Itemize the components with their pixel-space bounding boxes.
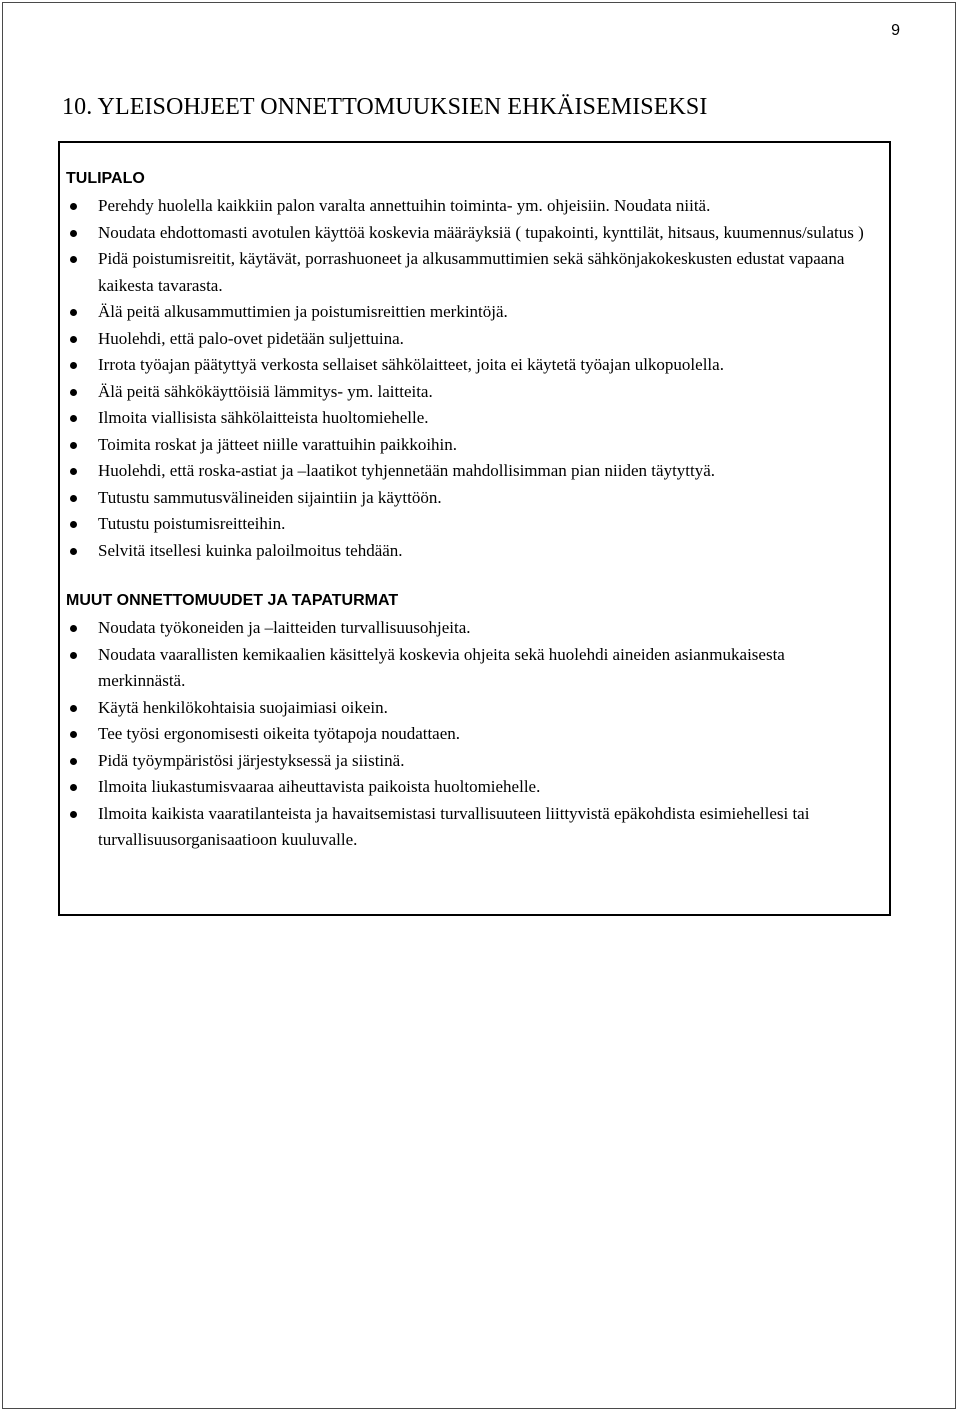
list-item: Älä peitä alkusammuttimien ja poistumisreittien merkintöjä. — [66, 299, 875, 326]
list-item: Noudata vaarallisten kemikaalien käsittelyä koskevia ohjeita sekä huolehdi aineiden asianmukaisesta merkinnästä. — [66, 642, 875, 695]
list-item: Huolehdi, että roska-astiat ja –laatikot tyhjennetään mahdollisimman pian niiden täytyttyä. — [66, 458, 875, 485]
list-item: Pidä poistumisreitit, käytävät, porrashuoneet ja alkusammuttimien sekä sähkönjakokeskusten edustat vapaana kaikesta tavarasta. — [66, 246, 875, 299]
list-item: Tutustu sammutusvälineiden sijaintiin ja käyttöön. — [66, 485, 875, 512]
list-item: Ilmoita liukastumisvaaraa aiheuttavista paikoista huoltomiehelle. — [66, 774, 875, 801]
list-item: Selvitä itsellesi kuinka paloilmoitus tehdään. — [66, 538, 875, 565]
list-item: Käytä henkilökohtaisia suojaimiasi oikein. — [66, 695, 875, 722]
list-item: Perehdy huolella kaikkiin palon varalta annettuihin toiminta- ym. ohjeisiin. Noudata niitä. — [66, 193, 875, 220]
list-item: Toimita roskat ja jätteet niille varattuihin paikkoihin. — [66, 432, 875, 459]
accident-instructions-list — [66, 615, 875, 854]
list-item: Ilmoita kaikista vaaratilanteista ja havaitsemistasi turvallisuuteen liittyvistä epäkohdista esimiehellesi tai turvallisuusorganisaatioon kuuluvalle. — [66, 801, 875, 854]
list-item: Tee työsi ergonomisesti oikeita työtapoja noudattaen. — [66, 721, 875, 748]
section-heading-fire: TULIPALO — [66, 170, 145, 187]
list-item: Noudata ehdottomasti avotulen käyttöä koskevia määräyksiä ( tupakointi, kynttilät, hitsaus, kuumennus/sulatus ) — [66, 220, 875, 247]
list-item: Irrota työajan päätyttyä verkosta sellaiset sähkölaitteet, joita ei käytetä työajan ulkopuolella. — [66, 352, 875, 379]
section-heading-other-accidents: MUUT ONNETTOMUUDET JA TAPATURMAT — [66, 592, 399, 609]
list-item: Noudata työkoneiden ja –laitteiden turvallisuusohjeita. — [66, 615, 875, 642]
page-number: 9 — [891, 22, 900, 39]
list-item: Pidä työympäristösi järjestyksessä ja siistinä. — [66, 748, 875, 775]
list-item: Huolehdi, että palo-ovet pidetään suljettuina. — [66, 326, 875, 353]
page-title: 10. YLEISOHJEET ONNETTOMUUKSIEN EHKÄISEMISEKSI — [62, 94, 708, 120]
instructions-box — [58, 141, 891, 916]
list-item: Tutustu poistumisreitteihin. — [66, 511, 875, 538]
fire-instructions-list — [66, 193, 875, 564]
list-item: Ilmoita viallisista sähkölaitteista huoltomiehelle. — [66, 405, 875, 432]
list-item: Älä peitä sähkökäyttöisiä lämmitys- ym. laitteita. — [66, 379, 875, 406]
